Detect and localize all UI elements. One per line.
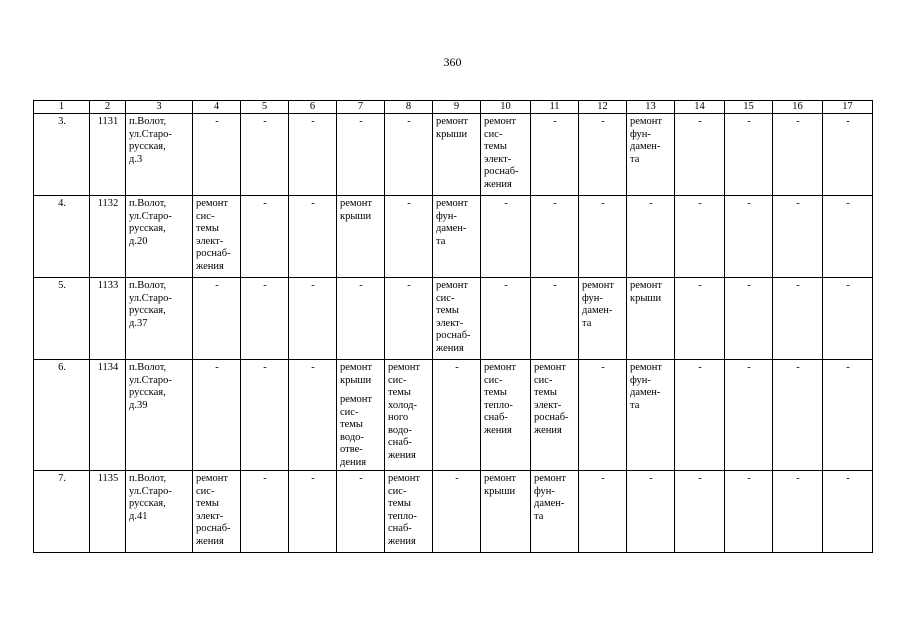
cell-text-line: роснаб- — [534, 412, 569, 423]
table-cell — [337, 278, 385, 360]
cell-text-line: - — [407, 198, 411, 209]
table-cell — [193, 360, 241, 471]
table-cell — [773, 360, 823, 471]
cell-text-line: - — [846, 473, 850, 484]
cell-text-line: русская, — [129, 223, 166, 234]
repair-schedule-table — [33, 100, 873, 553]
table-cell — [385, 196, 433, 278]
cell-text-line: п.Волот, — [129, 473, 167, 484]
cell-text-line: фун- — [582, 292, 603, 304]
cell-text-line: - — [311, 198, 315, 209]
table-cell — [481, 278, 531, 360]
cell-text-line: фун- — [630, 374, 651, 386]
cell-text-line: - — [553, 116, 557, 127]
cell-text-line: ремонт — [196, 198, 229, 209]
cell-text-line: та — [534, 510, 544, 522]
cell-text-line: жения — [436, 342, 464, 354]
cell-text-line: снаб- — [388, 437, 412, 448]
table-cell — [241, 196, 289, 278]
table-cell — [90, 360, 126, 471]
cell-text-line: 5. — [58, 280, 66, 291]
table-cell — [90, 278, 126, 360]
cell-text-line: - — [796, 280, 800, 291]
table-cell — [823, 278, 873, 360]
cell-text-line: д.37 — [129, 317, 148, 329]
cell-text-line: - — [311, 116, 315, 127]
table-cell — [90, 471, 126, 553]
cell-text-line: ремонт — [436, 116, 469, 127]
table-cell — [241, 471, 289, 553]
cell-text-line: - — [649, 198, 653, 209]
cell-text-line: дамен- — [582, 305, 613, 316]
table-cell — [773, 471, 823, 553]
table-cell — [34, 471, 90, 553]
table-cell — [481, 471, 531, 553]
table-cell — [675, 360, 725, 471]
table-cell — [531, 471, 579, 553]
cell-text-line: - — [359, 280, 363, 291]
cell-text-line: - — [407, 280, 411, 291]
cell-text-line: темы — [388, 498, 411, 509]
cell-text-line: жения — [196, 260, 224, 272]
cell-text-line: - — [698, 116, 702, 127]
cell-text-line: - — [796, 362, 800, 373]
cell-text-line: ремонт — [340, 394, 373, 405]
table-cell — [289, 278, 337, 360]
table-cell — [289, 471, 337, 553]
cell-text-line: - — [455, 362, 459, 373]
column-number: 1 — [34, 101, 90, 114]
table-cell — [675, 114, 725, 196]
table-cell — [337, 196, 385, 278]
cell-text-line: - — [504, 280, 508, 291]
column-number: 12 — [579, 101, 627, 114]
column-number: 8 — [385, 101, 433, 114]
table-cell — [433, 114, 481, 196]
cell-text-line: фун- — [436, 210, 457, 222]
table-cell — [675, 196, 725, 278]
column-number: 4 — [193, 101, 241, 114]
table-cell — [579, 471, 627, 553]
table-cell — [385, 278, 433, 360]
cell-text-line: - — [504, 198, 508, 209]
cell-text-line: элект- — [534, 399, 562, 411]
column-number: 14 — [675, 101, 725, 114]
table-cell — [531, 360, 579, 471]
table-cell — [433, 278, 481, 360]
cell-text-line: русская, — [129, 498, 166, 509]
table-cell — [34, 360, 90, 471]
cell-text-line: ул.Старо- — [129, 210, 172, 222]
cell-text-line: дамен- — [436, 223, 467, 234]
cell-text-line: - — [698, 362, 702, 373]
cell-text-line: ремонт — [534, 473, 567, 484]
cell-text-line: ул.Старо- — [129, 485, 172, 497]
cell-text-line: сис- — [196, 210, 215, 222]
table-cell — [823, 114, 873, 196]
table-cell — [289, 114, 337, 196]
cell-text-line: сис- — [534, 374, 553, 386]
cell-text-line: сис- — [484, 374, 503, 386]
cell-text-line: жения — [388, 535, 416, 547]
cell-text-line: ремонт — [534, 362, 567, 373]
column-number: 7 — [337, 101, 385, 114]
table-cell — [241, 360, 289, 471]
table-cell — [289, 360, 337, 471]
column-number: 17 — [823, 101, 873, 114]
cell-text-line: жения — [534, 424, 562, 436]
cell-text-line: роснаб- — [436, 330, 471, 341]
column-number-header-row — [34, 101, 873, 114]
table-cell — [579, 114, 627, 196]
page-number: 360 — [443, 55, 462, 69]
table-cell — [385, 471, 433, 553]
table-cell — [579, 196, 627, 278]
table-cell — [675, 471, 725, 553]
table-cell — [385, 360, 433, 471]
cell-text-line: ремонт — [484, 362, 517, 373]
cell-text-line: - — [215, 116, 219, 127]
cell-text-line: - — [553, 198, 557, 209]
cell-text-line: сис- — [436, 292, 455, 304]
cell-text-line: та — [630, 153, 640, 165]
cell-text-line: - — [649, 473, 653, 484]
cell-text-line: п.Волот, — [129, 198, 167, 209]
table-cell — [433, 471, 481, 553]
table-cell — [34, 278, 90, 360]
cell-text-line: ремонт — [582, 280, 615, 291]
table-cell — [725, 471, 773, 553]
cell-text-line: темы — [196, 223, 219, 234]
table-cell — [193, 196, 241, 278]
cell-text-line: 1135 — [97, 473, 119, 484]
cell-text-line: - — [747, 280, 751, 291]
table-cell — [773, 114, 823, 196]
cell-text-line: 4. — [58, 198, 66, 209]
cell-text-line: холод- — [388, 399, 417, 411]
cell-text-line: д.39 — [129, 399, 148, 411]
cell-text-line: тепло- — [484, 399, 513, 411]
cell-text-line: тепло- — [388, 510, 417, 522]
table-cell — [531, 114, 579, 196]
cell-text-line: та — [436, 235, 446, 247]
table-cell — [193, 114, 241, 196]
cell-text-line: - — [601, 198, 605, 209]
table-cell — [823, 360, 873, 471]
table-row — [34, 360, 873, 471]
cell-text-line: - — [407, 116, 411, 127]
cell-text-line: ного — [388, 412, 409, 423]
cell-text-line: - — [263, 362, 267, 373]
cell-text-line: п.Волот, — [129, 280, 167, 291]
cell-text-line: жения — [484, 424, 512, 436]
cell-text-line: жения — [484, 178, 512, 190]
cell-text-line: 6. — [58, 362, 66, 373]
cell-text-line: - — [796, 198, 800, 209]
cell-text-line: сис- — [340, 406, 359, 418]
table-cell — [481, 196, 531, 278]
cell-text-line: - — [796, 116, 800, 127]
cell-text-line: сис- — [388, 374, 407, 386]
table-cell — [34, 114, 90, 196]
cell-text-line: крыши — [436, 128, 468, 140]
column-number: 5 — [241, 101, 289, 114]
cell-text-line: - — [311, 473, 315, 484]
table-cell — [193, 278, 241, 360]
cell-text-line: ремонт — [484, 473, 517, 484]
table-cell — [385, 114, 433, 196]
table-cell — [823, 471, 873, 553]
cell-text-line: ул.Старо- — [129, 292, 172, 304]
table-cell — [433, 196, 481, 278]
table-cell — [337, 471, 385, 553]
cell-text-line: - — [698, 198, 702, 209]
table-cell — [481, 114, 531, 196]
table-cell — [241, 278, 289, 360]
table-cell — [627, 360, 675, 471]
cell-text-line: - — [846, 362, 850, 373]
table-cell — [725, 360, 773, 471]
column-number: 10 — [481, 101, 531, 114]
table-cell — [90, 196, 126, 278]
cell-text-line: ремонт — [436, 198, 469, 209]
column-number: 2 — [90, 101, 126, 114]
cell-text-line: 1133 — [97, 280, 119, 291]
cell-text-line: - — [601, 116, 605, 127]
cell-text-line: 1134 — [97, 362, 119, 373]
cell-text-line: та — [630, 399, 640, 411]
column-number: 13 — [627, 101, 675, 114]
cell-text-line: русская, — [129, 387, 166, 398]
cell-text-line: 3. — [58, 116, 66, 127]
cell-text-line: дения — [340, 456, 367, 468]
cell-text-line: дамен- — [630, 387, 661, 398]
cell-text-line: - — [796, 473, 800, 484]
cell-text-line: роснаб- — [484, 166, 519, 177]
cell-text-line: - — [263, 280, 267, 291]
cell-spacer — [340, 387, 382, 394]
cell-text-line: - — [747, 198, 751, 209]
table-cell — [531, 278, 579, 360]
column-number: 11 — [531, 101, 579, 114]
cell-text-line: сис- — [484, 128, 503, 140]
cell-text-line: 1131 — [97, 116, 119, 127]
table-cell — [725, 196, 773, 278]
cell-text-line: - — [359, 116, 363, 127]
table-cell — [725, 278, 773, 360]
cell-text-line: темы — [484, 141, 507, 152]
cell-text-line: снаб- — [484, 412, 508, 423]
cell-text-line: - — [698, 473, 702, 484]
cell-text-line: крыши — [484, 485, 516, 497]
cell-text-line: дамен- — [630, 141, 661, 152]
cell-text-line: - — [263, 116, 267, 127]
cell-text-line: - — [311, 280, 315, 291]
cell-text-line: дамен- — [534, 498, 565, 509]
cell-text-line: ул.Старо- — [129, 128, 172, 140]
table-row — [34, 471, 873, 553]
column-number: 15 — [725, 101, 773, 114]
table-cell — [579, 360, 627, 471]
cell-text-line: русская, — [129, 305, 166, 316]
table-cell — [126, 278, 193, 360]
cell-text-line: темы — [388, 387, 411, 398]
cell-text-line: - — [846, 280, 850, 291]
cell-text-line: темы — [484, 387, 507, 398]
table-row — [34, 278, 873, 360]
table-cell — [675, 278, 725, 360]
cell-text-line: - — [455, 473, 459, 484]
table-cell — [126, 114, 193, 196]
table-cell — [289, 196, 337, 278]
cell-text-line: темы — [340, 419, 363, 430]
table-cell — [531, 196, 579, 278]
table-cell — [241, 114, 289, 196]
cell-text-line: - — [553, 280, 557, 291]
cell-text-line: ремонт — [388, 362, 421, 373]
cell-text-line: элект- — [484, 153, 512, 165]
cell-text-line: ремонт — [484, 116, 517, 127]
cell-text-line: темы — [534, 387, 557, 398]
cell-text-line: элект- — [196, 235, 224, 247]
cell-text-line: русская, — [129, 141, 166, 152]
cell-text-line: п.Волот, — [129, 362, 167, 373]
table-cell — [627, 114, 675, 196]
cell-text-line: роснаб- — [196, 523, 231, 534]
cell-text-line: элект- — [436, 317, 464, 329]
table-cell — [126, 471, 193, 553]
cell-text-line: - — [601, 362, 605, 373]
table-row — [34, 196, 873, 278]
cell-text-line: жения — [196, 535, 224, 547]
cell-text-line: темы — [436, 305, 459, 316]
table-cell — [725, 114, 773, 196]
cell-text-line: - — [311, 362, 315, 373]
table-cell — [337, 114, 385, 196]
cell-text-line: ремонт — [630, 280, 663, 291]
cell-text-line: п.Волот, — [129, 116, 167, 127]
cell-text-line: ремонт — [196, 473, 229, 484]
cell-text-line: - — [747, 473, 751, 484]
table-cell — [126, 360, 193, 471]
cell-text-line: крыши — [340, 210, 372, 222]
cell-text-line: - — [601, 473, 605, 484]
cell-text-line: - — [747, 116, 751, 127]
cell-text-line: жения — [388, 449, 416, 461]
cell-text-line: 1132 — [97, 198, 119, 209]
cell-text-line: ремонт — [630, 362, 663, 373]
cell-text-line: сис- — [196, 485, 215, 497]
cell-text-line: ремонт — [340, 362, 373, 373]
cell-text-line: д.3 — [129, 153, 143, 165]
cell-text-line: д.41 — [129, 510, 148, 522]
cell-text-line: фун- — [630, 128, 651, 140]
cell-text-line: ремонт — [630, 116, 663, 127]
cell-text-line: сис- — [388, 485, 407, 497]
cell-text-line: элект- — [196, 510, 224, 522]
table-cell — [126, 196, 193, 278]
cell-text-line: - — [263, 198, 267, 209]
cell-text-line: та — [582, 317, 592, 329]
table-cell — [823, 196, 873, 278]
column-number: 16 — [773, 101, 823, 114]
table-cell — [627, 471, 675, 553]
table-cell — [193, 471, 241, 553]
cell-text-line: 7. — [58, 473, 66, 484]
table-cell — [90, 114, 126, 196]
table-row — [34, 114, 873, 196]
table-cell — [481, 360, 531, 471]
column-number: 6 — [289, 101, 337, 114]
cell-text-line: роснаб- — [196, 248, 231, 259]
table-cell — [773, 278, 823, 360]
table-cell — [773, 196, 823, 278]
cell-text-line: ул.Старо- — [129, 374, 172, 386]
cell-text-line: снаб- — [388, 523, 412, 534]
cell-text-line: д.20 — [129, 235, 148, 247]
cell-text-line: - — [215, 280, 219, 291]
cell-text-line: крыши — [630, 292, 662, 304]
cell-text-line: - — [263, 473, 267, 484]
column-number: 3 — [126, 101, 193, 114]
cell-text-line: - — [698, 280, 702, 291]
cell-text-line: фун- — [534, 485, 555, 497]
table-cell — [579, 278, 627, 360]
cell-text-line: - — [846, 116, 850, 127]
cell-text-line: водо- — [388, 424, 412, 436]
cell-text-line: - — [747, 362, 751, 373]
table-cell — [34, 196, 90, 278]
cell-text-line: темы — [196, 498, 219, 509]
cell-text-line: водо- — [340, 431, 364, 443]
cell-text-line: - — [846, 198, 850, 209]
cell-text-line: ремонт — [436, 280, 469, 291]
table-cell — [337, 360, 385, 471]
cell-text-line: отве- — [340, 444, 363, 455]
cell-text-line: - — [359, 473, 363, 484]
cell-text-line: ремонт — [340, 198, 373, 209]
table-cell — [433, 360, 481, 471]
cell-text-line: крыши — [340, 374, 372, 386]
cell-text-line: ремонт — [388, 473, 421, 484]
column-number: 9 — [433, 101, 481, 114]
cell-text-line: - — [215, 362, 219, 373]
table-cell — [627, 278, 675, 360]
table-cell — [627, 196, 675, 278]
